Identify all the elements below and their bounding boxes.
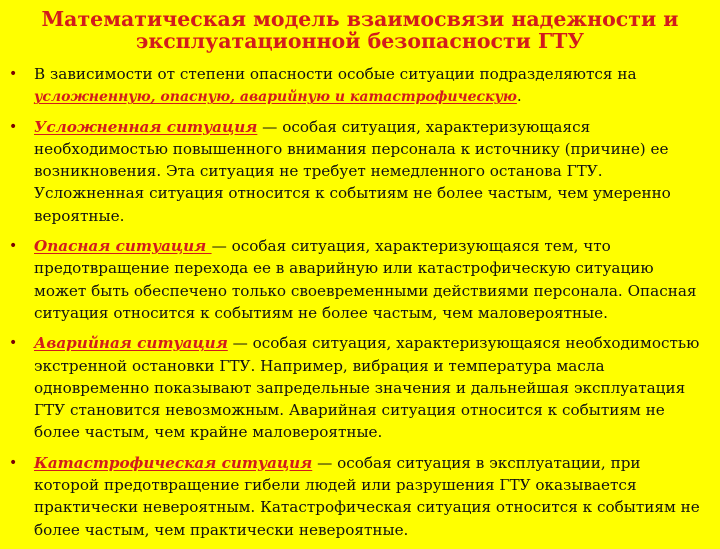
- item-text: — особая ситуация в эксплуатации, при которой предотвращение гибели людей или разрушения ГТУ оказывается практически невероятным. Катастрофическая ситуация относится к событиям не более частым, чем практически невероятные.: [34, 453, 700, 539]
- item-text: .: [516, 87, 522, 106]
- list-item-emergency: [6, 332, 706, 443]
- slide-title: Математическая модель взаимосвязи надежности и эксплуатационной безопасности ГТУ: [41, 7, 679, 53]
- item-text: — особая ситуация, характеризующаяся необходимостью экстренной остановки ГТУ. Например, вибрация и температура масла одновременно показывают запредельные значения и дальнейшая эксплуатация ГТУ становится невозможным. Аварийная ситуация относится к событиям не более частым, чем крайне маловероятные.: [34, 334, 700, 442]
- list-item-intro: [6, 63, 706, 109]
- bullet-icon: •: [9, 335, 18, 352]
- bullet-icon: •: [9, 454, 18, 471]
- item-text: — особая ситуация, характеризующаяся тем, что предотвращение перехода ее в аварийную или катастрофическую ситуацию может быть обеспечено только своевременными действиями персонала. Опасная ситуация относится к событиям не более частым, чем маловероятные.: [34, 237, 697, 322]
- item-term: усложненную, опасную, аварийную и катастрофическую: [34, 89, 517, 106]
- list-item-catastrophic: [6, 452, 706, 541]
- item-lead-text: В зависимости от степени опасности особые ситуации подразделяются на: [34, 65, 637, 83]
- item-term: Опасная ситуация: [34, 237, 212, 256]
- item-text: — особая ситуация, характеризующаяся необходимостью повышенного внимания персонала к источнику (причине) ее возникновения. Эта ситуация не требует немедленного останова ГТУ. Усложненная ситуация относится к событиям не более частым, чем умеренно вероятные.: [34, 117, 671, 225]
- bullet-icon: •: [9, 118, 18, 135]
- bullet-icon: •: [9, 66, 18, 82]
- item-term: Аварийная ситуация: [34, 334, 228, 353]
- item-term: Усложненная ситуация: [34, 117, 258, 136]
- bullet-icon: •: [9, 238, 18, 255]
- item-term: Катастрофическая ситуация: [34, 453, 313, 472]
- bullet-list: [6, 63, 706, 549]
- list-item-complicated: [6, 116, 706, 227]
- list-item-dangerous: [6, 235, 706, 324]
